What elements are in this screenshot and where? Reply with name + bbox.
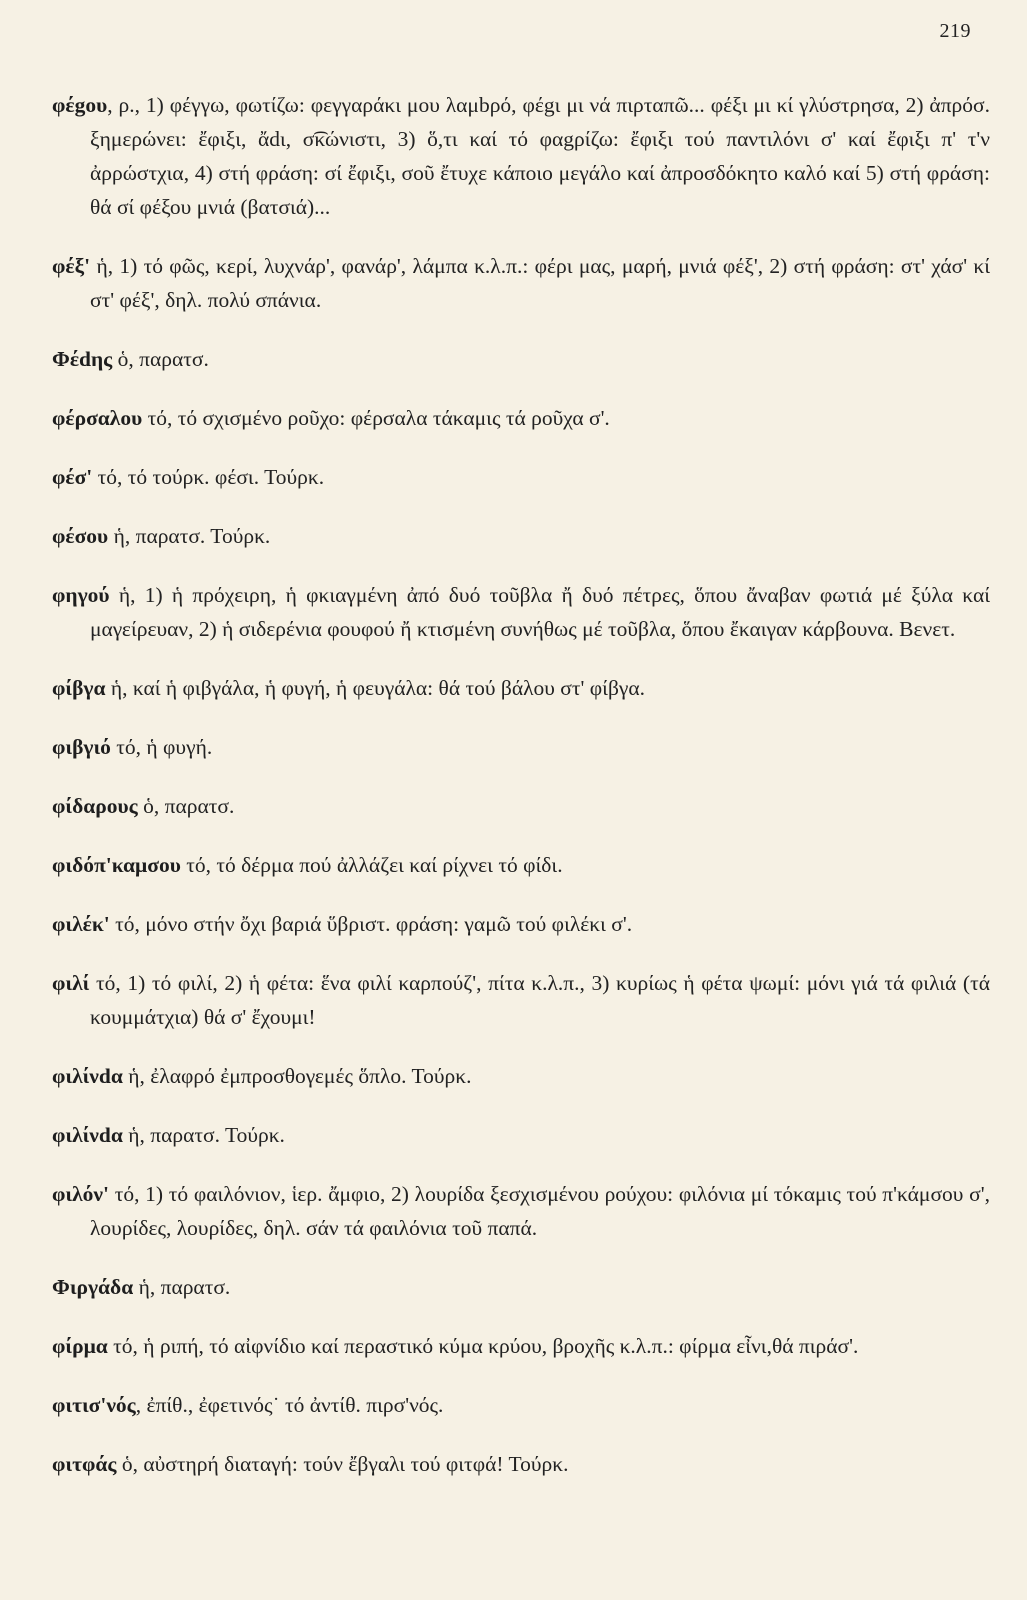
entry-headword: φίβγα <box>52 676 106 700</box>
dictionary-entry <box>52 401 990 435</box>
dictionary-entry <box>52 1270 990 1304</box>
entry-headword: φιβγιό <box>52 735 111 759</box>
entry-headword: φιλί <box>52 971 90 995</box>
entry-definition: ὁ, παρατσ. <box>112 347 209 371</box>
entry-headword: φέρσαλου <box>52 406 143 430</box>
entry-definition: ἡ, παρατσ. Τούρκ. <box>122 1123 285 1147</box>
entry-headword: φίδαρους <box>52 794 138 818</box>
dictionary-entry <box>52 848 990 882</box>
dictionary-entry <box>52 249 990 317</box>
dictionary-entry <box>52 1388 990 1422</box>
entry-headword: φέσ' <box>52 465 93 489</box>
entry-headword: φιλίνdα <box>52 1064 123 1088</box>
dictionary-entry <box>52 88 990 224</box>
entry-definition: τό, ἡ φυγή. <box>110 735 213 759</box>
entry-headword: Φιργάδα <box>52 1275 134 1299</box>
entry-definition: τό, 1) τό φιλί, 2) ἡ φέτα: ἕνα φιλί καρπούζ', πίτα κ.λ.π., 3) κυρίως ἡ φέτα ψωμί: μόνι γιά τά φιλιά (τά κουμμάτχια) θά σ' ἔχουμι! <box>89 971 990 1029</box>
page-number: 219 <box>939 20 971 42</box>
dictionary-entry <box>52 1447 990 1481</box>
entry-headword: φιτφάς <box>52 1452 117 1476</box>
entry-definition: ὁ, αὐστηρή διαταγή: τούν ἔβγαλι τού φιτφά! Τούρκ. <box>116 1452 569 1476</box>
dictionary-entry <box>52 1118 990 1152</box>
entry-definition: , ρ., 1) φέγγω, φωτίζω: φεγγαράκι μου λαμbρό, φέgι μι νά πιρταπῶ... φέξι μι κί γλύστρησα, 2) ἀπρόσ. ξημερώνει: ἔφιξι, ἄdι, σ͡κώνιστι, 3) ὅ,τι καί τό φαgρίζω: ἔφιξι τού παντιλόνι σ' καί ἔφιξι π' τ'ν ἀρρώστχια, 4) στή φράση: σί ἔφιξι, σοῦ ἔτυχε κάποιο μεγάλο καί ἀπροσδόκητο καλό καί 5) στή φράση: θά σί φέξου μνιά (βατσιά)... <box>90 93 990 219</box>
entry-headword: φέgου <box>52 93 108 117</box>
dictionary-entry <box>52 730 990 764</box>
entry-definition: ἡ, 1) τό φῶς, κερί, λυχνάρ', φανάρ', λάμπα κ.λ.π.: φέρι μας, μαρή, μνιά φέξ', 2) στή φράση: στ' χάσ' κί στ' φέξ', δηλ. πολύ σπάνια. <box>90 254 990 312</box>
entry-definition: τό, τό τούρκ. φέσι. Τούρκ. <box>92 465 325 489</box>
entry-definition: ἡ, 1) ἡ πρόχειρη, ἡ φκιαγμένη ἀπό δυό τοῦβλα ἤ δυό πέτρες, ὅπου ἄναβαν φωτιά μέ ξύλα καί μαγείρευαν, 2) ἡ σιδερένια φουφού ἤ κτισμένη συνήθως μέ τοῦβλα, ὅπου ἔκαιγαν κάρβουνα. Βενετ. <box>90 583 990 641</box>
entry-definition: τό, τό δέρμα πού ἀλλάζει καί ρίχνει τό φίδι. <box>180 853 563 877</box>
entry-list <box>52 88 990 1506</box>
entry-definition: ἡ, παρατσ. <box>133 1275 231 1299</box>
entry-definition: τό, τό σχισμένο ροῦχο: φέρσαλα τάκαμις τά ροῦχα σ'. <box>142 406 610 430</box>
dictionary-entry <box>52 460 990 494</box>
dictionary-entry <box>52 966 990 1034</box>
dictionary-entry <box>52 1059 990 1093</box>
entry-headword: φέξ' <box>52 254 91 278</box>
entry-definition: τό, 1) τό φαιλόνιον, ἱερ. ἄμφιο, 2) λουρίδα ξεσχισμένου ρούχου: φιλόνια μί τόκαμις τού π'κάμσου σ', λουρίδες, λουρίδες, δηλ. σάν τά φαιλόνια τοῦ παπά. <box>90 1182 990 1240</box>
dictionary-entry <box>52 1329 990 1363</box>
dictionary-entry <box>52 1177 990 1245</box>
entry-headword: φιδόπ'καμσου <box>52 853 181 877</box>
entry-definition: ἡ, παρατσ. Τούρκ. <box>108 524 271 548</box>
entry-definition: , ἐπίθ., ἐφετινός˙ τό ἀντίθ. πιρσ'νός. <box>135 1393 444 1417</box>
entry-headword: φηγού <box>52 583 110 607</box>
dictionary-entry <box>52 671 990 705</box>
entry-headword: φέσου <box>52 524 109 548</box>
entry-definition: τό, μόνο στήν ὄχι βαριά ὕβριστ. φράση: γαμῶ τού φιλέκι σ'. <box>109 912 633 936</box>
entry-headword: φιλέκ' <box>52 912 110 936</box>
dictionary-entry <box>52 578 990 646</box>
entry-headword: φιτισ'νός <box>52 1393 136 1417</box>
dictionary-entry <box>52 519 990 553</box>
entry-headword: φίρμα <box>52 1334 108 1358</box>
entry-definition: ὁ, παρατσ. <box>137 794 235 818</box>
entry-headword: φιλόν' <box>52 1182 109 1206</box>
entry-definition: ἡ, ἐλαφρό ἐμπροσθογεμές ὅπλο. Τούρκ. <box>122 1064 472 1088</box>
entry-headword: φιλίνdα <box>52 1123 123 1147</box>
entry-headword: Φέdης <box>52 347 113 371</box>
dictionary-entry <box>52 907 990 941</box>
entry-definition: τό, ἡ ριπή, τό αἰφνίδιο καί περαστικό κύμα κρύου, βροχῆς κ.λ.π.: φίρμα εἶνι,θά πιράσ'. <box>107 1334 859 1358</box>
dictionary-entry <box>52 789 990 823</box>
entry-definition: ἡ, καί ἡ φιβγάλα, ἡ φυγή, ἡ φευγάλα: θά τού βάλου στ' φίβγα. <box>105 676 646 700</box>
dictionary-entry <box>52 342 990 376</box>
